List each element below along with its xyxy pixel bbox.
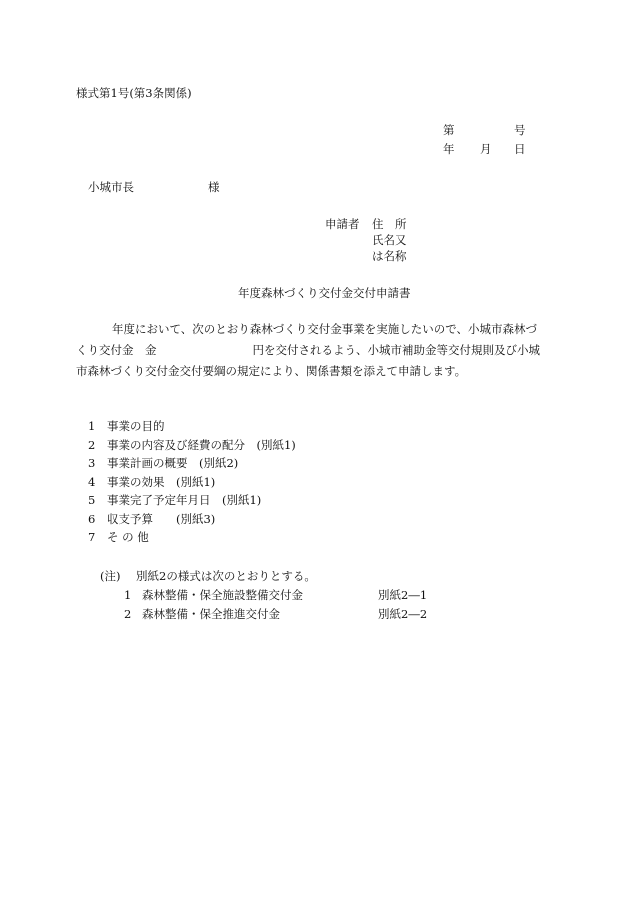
list-item [88, 492, 261, 508]
note-entry-text: 森林整備・保全施設整備交付金 [142, 588, 303, 602]
list-item [88, 474, 215, 490]
date-day: 日 [514, 142, 526, 156]
doc-number-suffix: 号 [514, 123, 526, 137]
list-item [88, 529, 149, 545]
list-item [88, 437, 296, 453]
item-number: 5 [88, 493, 96, 507]
note-entry-ref: 別紙2―1 [378, 588, 428, 602]
body-line [76, 319, 562, 340]
item-number: 3 [88, 456, 96, 470]
item-number: 2 [88, 438, 96, 452]
applicant-label: 申請者 [325, 217, 360, 231]
addressee-honorific: 様 [208, 180, 220, 194]
body-paragraph [76, 319, 562, 382]
applicant-name-label-1: 氏名又 [372, 233, 407, 247]
body-line [76, 361, 562, 382]
applicant-name-label-2: は名称 [372, 249, 407, 263]
body-text: 円を交付されるよう、小城市補助金等交付規則及び小城 [252, 343, 540, 357]
note-entry-ref: 別紙2―2 [378, 607, 428, 621]
note-label: (注) [100, 569, 121, 583]
body-text: くり交付金 金 [76, 343, 157, 357]
item-text: 収支予算 (別紙3) [107, 512, 216, 526]
item-number: 4 [88, 475, 96, 489]
date-month: 月 [480, 142, 492, 156]
list-item [88, 455, 238, 471]
body-line [76, 340, 562, 361]
list-item [88, 418, 165, 434]
note-entry-text: 森林整備・保全推進交付金 [142, 607, 280, 621]
doc-number-prefix: 第 [443, 123, 455, 137]
body-text: 年度において、次のとおり森林づくり交付金事業を実施したいので、小城市森林づ [112, 322, 538, 336]
item-text: 事業の内容及び経費の配分 (別紙1) [107, 438, 296, 452]
document-title: 年度森林づくり交付金交付申請書 [238, 286, 411, 300]
body-text: 市森林づくり交付金交付要綱の規定により、関係書類を添えて申請します。 [76, 364, 467, 378]
note-text: 別紙2の様式は次のとおりとする。 [136, 569, 316, 583]
item-text: 事業の目的 [107, 419, 165, 433]
addressee-name: 小城市長 [88, 180, 134, 194]
item-text: 事業の効果 (別紙1) [107, 475, 216, 489]
item-number: 7 [88, 530, 96, 544]
applicant-address-label: 住 所 [372, 217, 407, 231]
form-label: 様式第1号(第3条関係) [76, 86, 192, 100]
item-number: 1 [88, 419, 96, 433]
date-year: 年 [443, 142, 455, 156]
note-entry-number: 1 [124, 588, 132, 602]
item-text: 事業完了予定年月日 (別紙1) [107, 493, 262, 507]
item-number: 6 [88, 512, 96, 526]
note-entry-number: 2 [124, 607, 132, 621]
item-text: そ の 他 [107, 530, 149, 544]
item-text: 事業計画の概要 (別紙2) [107, 456, 239, 470]
list-item [88, 511, 215, 527]
